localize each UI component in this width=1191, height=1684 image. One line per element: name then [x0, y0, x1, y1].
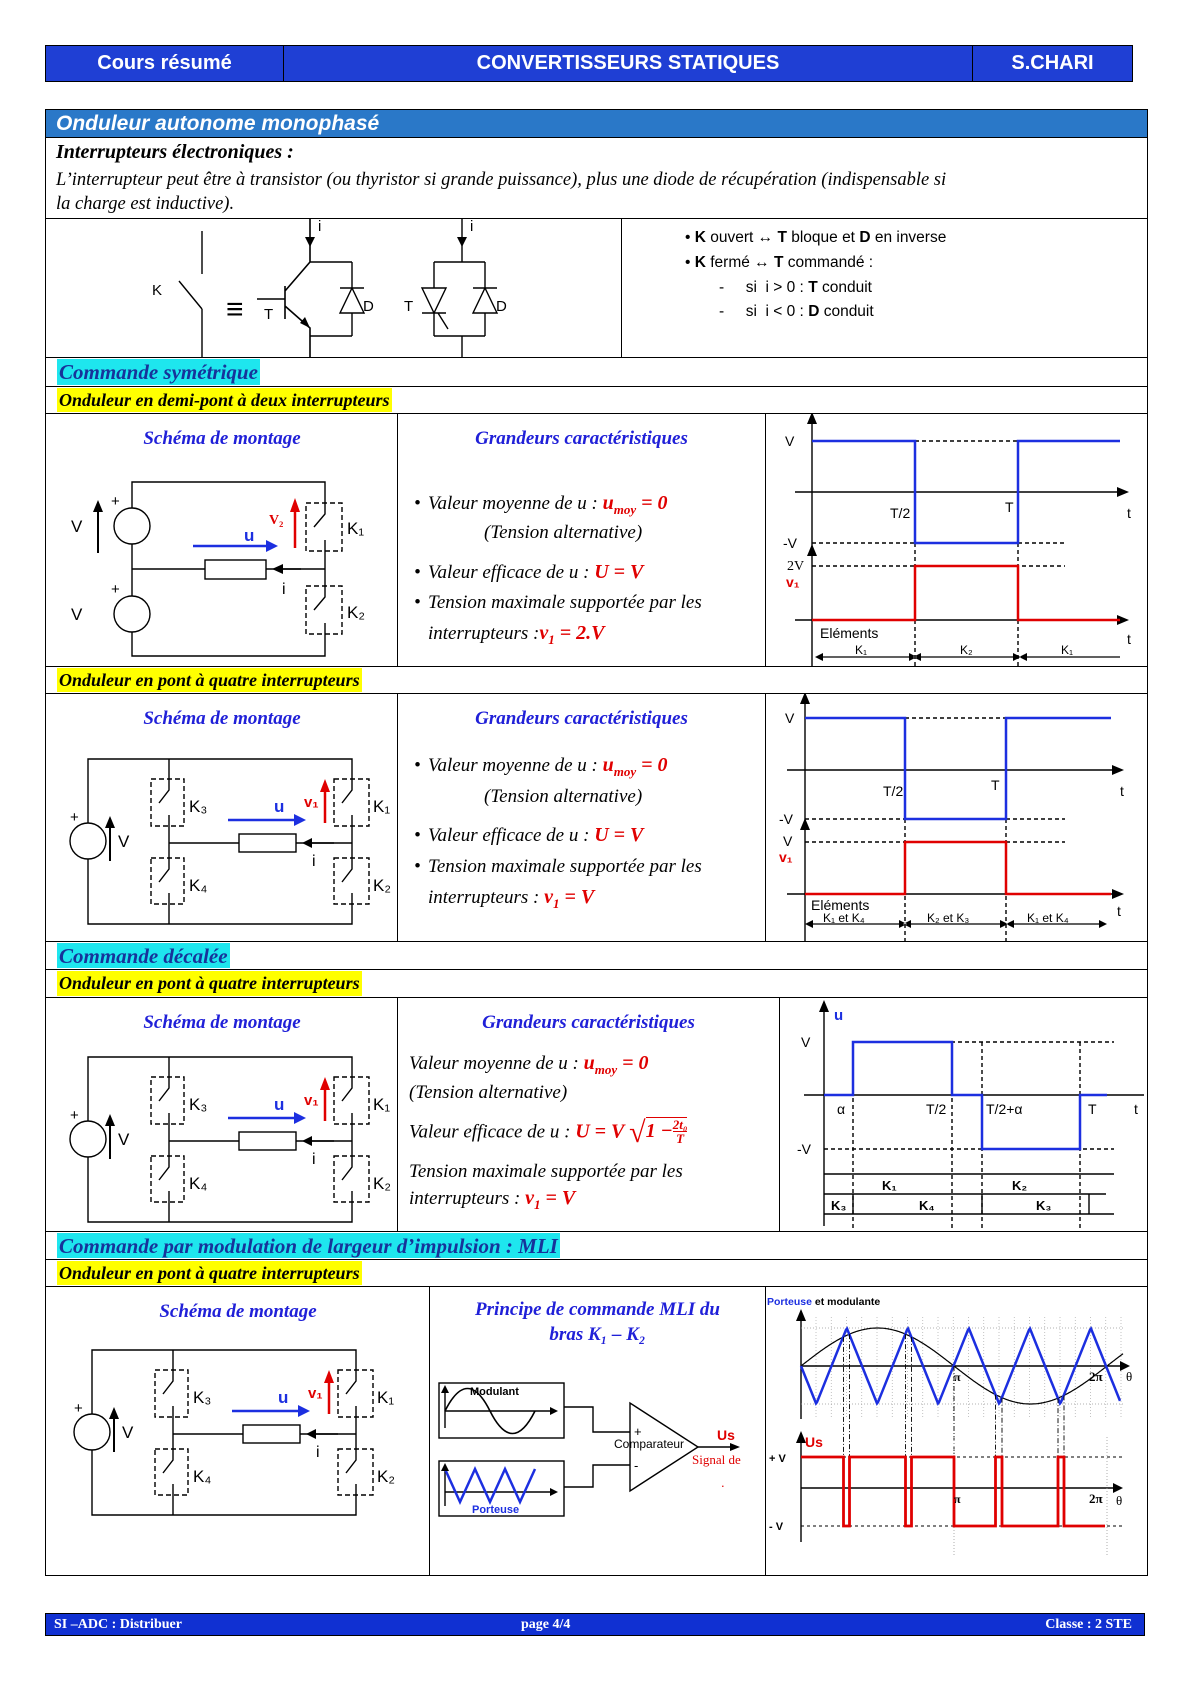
k4-label: K₄	[189, 1174, 208, 1193]
switch-k4-icon	[155, 1449, 188, 1495]
plus-sign: +	[70, 809, 79, 826]
tick-v: V	[785, 433, 795, 449]
voltage-source-icon	[70, 1121, 106, 1157]
current-arrow-icon	[272, 564, 283, 574]
grandeurs-title: Grandeurs caractéristiques	[475, 428, 688, 449]
grandeurs-cell	[397, 694, 766, 941]
switch-voltage-arrow-icon	[324, 1370, 334, 1383]
schema-title: Schéma de montage	[143, 708, 301, 729]
interval-k4: K₄	[919, 1198, 935, 1213]
voltage-source-icon	[114, 596, 150, 632]
u-label: u	[278, 1388, 289, 1407]
full-bridge-circuit	[50, 1285, 402, 1532]
source-voltage-label: V	[71, 605, 83, 624]
u-label: u	[244, 526, 255, 545]
heading-commande-mli	[45, 1231, 1148, 1260]
grandeurs-cell	[397, 998, 780, 1231]
heading-commande-decalee	[45, 941, 1148, 970]
row-pont-symetrique	[45, 693, 1148, 942]
interrupteurs-text-line1: L’interrupteur peut être à transistor (ou thyristor si grande puissance), plus une diode de récupération (indispensable si	[56, 170, 947, 190]
row-pont-decale	[45, 997, 1148, 1232]
heading-text: Commande symétrique	[59, 360, 258, 384]
diode-label-2: D	[496, 298, 507, 315]
v1-waveform	[812, 566, 1120, 620]
i-label: i	[282, 581, 286, 598]
subtitle-text: Onduleur en pont à quatre interrupteurs	[57, 971, 362, 996]
i-label: i	[312, 853, 316, 870]
row-pont-mli	[45, 1286, 1148, 1576]
rule-i-negative: - si i < 0 : D conduit	[719, 303, 874, 320]
full-bridge-circuit	[46, 694, 398, 941]
footer-module: SI –ADC : Distribuer	[54, 1617, 182, 1632]
subtitle-pont	[45, 1259, 1148, 1287]
k2-label: K₂	[347, 603, 365, 622]
elements-label: Eléments	[811, 897, 870, 913]
subtitle-text: Onduleur en demi-pont à deux interrupteurs	[59, 390, 390, 410]
valeur-moyenne: • Valeur moyenne de u : $u_{moy} = 0$	[414, 492, 668, 517]
frac-numerator: 2t₀	[672, 1117, 688, 1133]
current-label: i	[318, 219, 322, 235]
header-title: CONVERTISSEURS STATIQUES	[283, 45, 973, 82]
interval-k1: K₁	[882, 1178, 897, 1193]
switch-k2-icon	[306, 586, 342, 634]
axis-t: t	[1134, 1101, 1138, 1117]
source-voltage-label: V	[122, 1423, 134, 1442]
header-course-type: Cours résumé	[45, 45, 284, 82]
minus-input-label: -	[634, 1458, 639, 1473]
v1-waveform	[805, 842, 1111, 894]
k2-label: K₂	[377, 1467, 395, 1486]
transistor-symbol	[257, 219, 352, 358]
k1-label: K₁	[373, 797, 391, 816]
voltage-arrow-icon	[298, 1405, 310, 1417]
valeur-efficace: • Valeur efficace de u : U = V	[414, 824, 644, 846]
footer	[45, 1613, 1145, 1636]
modulant-label: Modulant	[470, 1386, 519, 1398]
tick-2v: 2V	[787, 559, 805, 574]
equivalence-sign: ≡	[226, 293, 244, 326]
rule-i-positive: - si i > 0 : T conduit	[719, 279, 872, 296]
tension-alternative: (Tension alternative)	[484, 786, 643, 807]
switch-k-symbol	[179, 231, 202, 358]
v2-label: V₂	[269, 513, 284, 528]
resistor-icon	[239, 834, 296, 852]
tick-t: T	[1088, 1101, 1097, 1117]
interval-k2: K₂	[960, 643, 973, 657]
tick-t: T	[1005, 499, 1014, 515]
comparateur-label: Comparateur	[614, 1437, 685, 1451]
switch-k3-icon	[151, 1077, 184, 1124]
tension-alternative: (Tension alternative)	[409, 1082, 568, 1103]
current-arrow-icon	[302, 838, 312, 848]
mli-comparator-diagram	[430, 1287, 766, 1575]
schema-cell	[46, 998, 398, 1231]
switch-k4-icon	[151, 1156, 184, 1202]
voltage-arrow-icon	[294, 1112, 306, 1124]
switch-equivalence-diagram	[46, 219, 621, 358]
u-label: u	[274, 797, 285, 816]
switch-voltage-arrow-icon	[320, 779, 330, 792]
subtitle-pont	[45, 666, 1148, 694]
source-voltage-label: V	[118, 832, 130, 851]
axis-t: t	[1127, 631, 1131, 647]
sqrt-inner: 1 −	[645, 1120, 673, 1143]
tick-2pi: 2π	[1089, 1369, 1103, 1384]
switch-k3-icon	[155, 1370, 188, 1417]
voltage-arrow-icon	[266, 540, 278, 552]
tick-t: T	[991, 777, 1000, 793]
k4-label: K₄	[189, 876, 208, 895]
source-voltage-label: V	[118, 1130, 130, 1149]
schema-title: Schéma de montage	[143, 1012, 301, 1033]
tick-2pi: 2π	[1089, 1491, 1103, 1506]
k2-label: K₂	[373, 1174, 391, 1193]
tick-plus-v: + V	[769, 1453, 786, 1465]
k1-label: K₁	[347, 519, 365, 538]
subtitle-text: Onduleur en pont à quatre interrupteurs	[59, 670, 360, 690]
interrupteurs-section	[45, 137, 1148, 219]
tension-maximale: • Tension maximale supportée par les	[414, 592, 702, 613]
interrupteurs-text-line2: la charge est inductive).	[56, 194, 235, 214]
plus-sign: +	[74, 1400, 83, 1417]
frac-denominator: T	[676, 1131, 685, 1147]
v1-axis-label: v₁	[779, 849, 793, 865]
current-arrow-icon	[302, 1136, 312, 1146]
chart-cell	[765, 1287, 1148, 1575]
v1-label: v₁	[304, 794, 319, 811]
k1-label: K₁	[373, 1095, 391, 1114]
axis-theta: θ	[1116, 1493, 1123, 1508]
thyristor-label: T	[404, 298, 414, 315]
schema-cell	[46, 414, 398, 666]
k2-label: K₂	[373, 876, 391, 895]
i-label: i	[312, 1151, 316, 1168]
interval-k2: K₂	[1012, 1178, 1028, 1193]
resistor-icon	[243, 1425, 300, 1443]
us-pwm-waveform	[801, 1457, 1105, 1526]
heading-text: Commande décalée	[59, 944, 228, 968]
tick-pi: π	[954, 1370, 961, 1384]
chart-legend: Porteuse et modulante	[767, 1296, 881, 1308]
signal-label-dot: .	[721, 1475, 725, 1490]
subtitle-demi-pont	[45, 386, 1148, 414]
plus-input-label: +	[634, 1424, 642, 1439]
us-label: Us	[717, 1427, 735, 1443]
subtitle-text: Onduleur en pont à quatre interrupteurs	[59, 1263, 360, 1283]
u-axis-label: u	[834, 1007, 844, 1024]
chart-cell	[765, 694, 1148, 941]
voltage-source-icon	[114, 508, 150, 544]
switch-row	[45, 218, 1148, 358]
tick-v: V	[801, 1034, 811, 1050]
signal-label: Signal de	[692, 1452, 741, 1467]
v1-label: v₁	[308, 1385, 323, 1402]
switch-label-k: K	[152, 282, 163, 299]
us-axis-label: Us	[805, 1434, 823, 1450]
diode-symbol	[340, 262, 364, 336]
tension-maximale: Tension maximale supportée par les	[409, 1161, 683, 1182]
row-demi-pont	[45, 413, 1148, 667]
valeur-efficace: Valeur efficace de u : U = V √ 1 − $\frac{\text{2t₀}}{T}$	[409, 1116, 688, 1149]
valeur-moyenne: • Valeur moyenne de u : $u_{moy} = 0$	[414, 754, 668, 779]
axis-t: t	[1127, 505, 1131, 521]
rule-k-closed: • K fermé ↔ T commandé :	[685, 254, 874, 271]
elements-label: Eléments	[820, 625, 879, 641]
i-label: i	[316, 1444, 320, 1461]
porteuse-label: Porteuse	[472, 1504, 520, 1516]
mli-title-line1: Principe de commande MLI du	[475, 1299, 720, 1320]
axis-theta: θ	[1126, 1369, 1133, 1384]
v1-axis-label: v₁	[786, 574, 800, 590]
tick-minus-v: - V	[769, 1521, 784, 1533]
interval-k1: K₁	[855, 643, 868, 657]
interval-k1-k4: K₁ et K₄	[1027, 911, 1069, 925]
pwm-chart	[765, 1287, 1148, 1575]
resistor-icon	[205, 560, 266, 579]
waveform-chart-decale	[779, 998, 1148, 1231]
schema-cell	[46, 694, 398, 941]
valeur-moyenne: Valeur moyenne de u : $u_{moy} = 0$	[409, 1052, 649, 1077]
section-title: Onduleur autonome monophasé	[45, 109, 1148, 138]
tension-maximale-value: interrupteurs : $v_1 = V$	[428, 886, 595, 911]
u-label: u	[274, 1095, 285, 1114]
switch-k4-icon	[151, 858, 184, 904]
tick-t-half: T/2	[926, 1101, 947, 1117]
plus-sign: +	[111, 581, 120, 598]
heading-text: Commande par modulation de largeur d’impulsion : MLI	[59, 1234, 558, 1258]
u-waveform	[805, 718, 1111, 819]
triangle-icon	[445, 1469, 535, 1502]
header-author: S.CHARI	[972, 45, 1133, 82]
current-label-2: i	[470, 219, 474, 235]
diode-symbol-2	[473, 262, 497, 336]
tick-t-half: T/2	[890, 505, 911, 521]
chart-cell	[779, 998, 1148, 1231]
switch-k3-icon	[151, 779, 184, 826]
current-arrow-icon	[305, 237, 467, 247]
tick-v: V	[785, 710, 795, 726]
tick-minus-v: -V	[783, 535, 797, 551]
axis-t: t	[1117, 903, 1121, 919]
tension-maximale: • Tension maximale supportée par les	[414, 856, 702, 877]
voltage-arrow-icon	[294, 814, 306, 826]
switch-rules	[621, 219, 1149, 358]
chart-cell	[765, 414, 1148, 666]
tick-pi: π	[954, 1492, 961, 1506]
waveform-chart-pont	[765, 694, 1148, 941]
interval-k2-k3: K₂ et K₃	[927, 911, 970, 925]
grandeurs-cell	[397, 414, 766, 666]
mli-title-line2: bras K₁ – K₂	[549, 1324, 646, 1345]
diode-label: D	[363, 298, 374, 315]
footer-page-number: page 4/4	[521, 1617, 571, 1632]
tension-alternative: (Tension alternative)	[484, 522, 643, 543]
heading-commande-symetrique	[45, 357, 1148, 387]
tick-t-half: T/2	[883, 783, 904, 799]
k1-label: K₁	[377, 1388, 395, 1407]
tick-minus-v: -V	[779, 811, 793, 827]
axis-t: t	[1120, 783, 1124, 799]
voltage-source-icon	[70, 823, 106, 859]
mli-principle-cell	[429, 1287, 766, 1575]
full-bridge-circuit	[46, 992, 398, 1239]
plus-sign: +	[111, 493, 120, 510]
sqrt-icon: √	[629, 1116, 646, 1149]
tick-alpha: α	[837, 1101, 846, 1117]
k3-label: K₃	[189, 797, 208, 816]
switch-voltage-arrow-icon	[290, 498, 300, 512]
tension-maximale-value: interrupteurs $:v_1 = 2.V$	[428, 622, 605, 647]
interrupteurs-heading: Interrupteurs électroniques :	[56, 141, 294, 163]
half-bridge-circuit	[46, 414, 398, 666]
interval-k3: K₃	[831, 1198, 847, 1213]
k4-label: K₄	[193, 1467, 212, 1486]
tick-t-half-alpha: T/2+α	[986, 1101, 1023, 1117]
valeur-efficace: • Valeur efficace de u : U = V	[414, 561, 644, 583]
grandeurs-title: Grandeurs caractéristiques	[475, 708, 688, 729]
tension-maximale-value: interrupteurs : $v_1 = V$	[409, 1187, 576, 1212]
interval-k1: K₁	[1061, 643, 1074, 657]
switch-voltage-arrow-icon	[320, 1077, 330, 1090]
k3-label: K₃	[193, 1388, 212, 1407]
transistor-label: T	[264, 306, 274, 323]
schema-cell	[46, 1287, 430, 1575]
interval-k3: K₃	[1036, 1198, 1052, 1213]
plus-sign: +	[70, 1107, 79, 1124]
v1-label: v₁	[304, 1092, 319, 1109]
schema-title: Schéma de montage	[159, 1301, 317, 1322]
grandeurs-title: Grandeurs caractéristiques	[482, 1012, 695, 1033]
voltage-source-icon	[74, 1414, 110, 1450]
current-arrow-icon	[306, 1429, 316, 1439]
source-voltage-label: V	[71, 517, 83, 536]
k3-label: K₃	[189, 1095, 208, 1114]
tick-minus-v: -V	[797, 1141, 811, 1157]
schema-title: Schéma de montage	[143, 428, 301, 449]
interval-k1-k4: K₁ et K₄	[823, 911, 865, 925]
waveform-chart-demi-pont	[765, 414, 1148, 666]
tick-v: V	[783, 833, 793, 849]
switch-k1-icon	[306, 503, 342, 551]
rule-k-open: • K ouvert ↔ T bloque et D en inverse	[685, 229, 947, 246]
footer-class: Classe : 2 STE	[1045, 1617, 1132, 1632]
resistor-icon	[239, 1132, 296, 1150]
